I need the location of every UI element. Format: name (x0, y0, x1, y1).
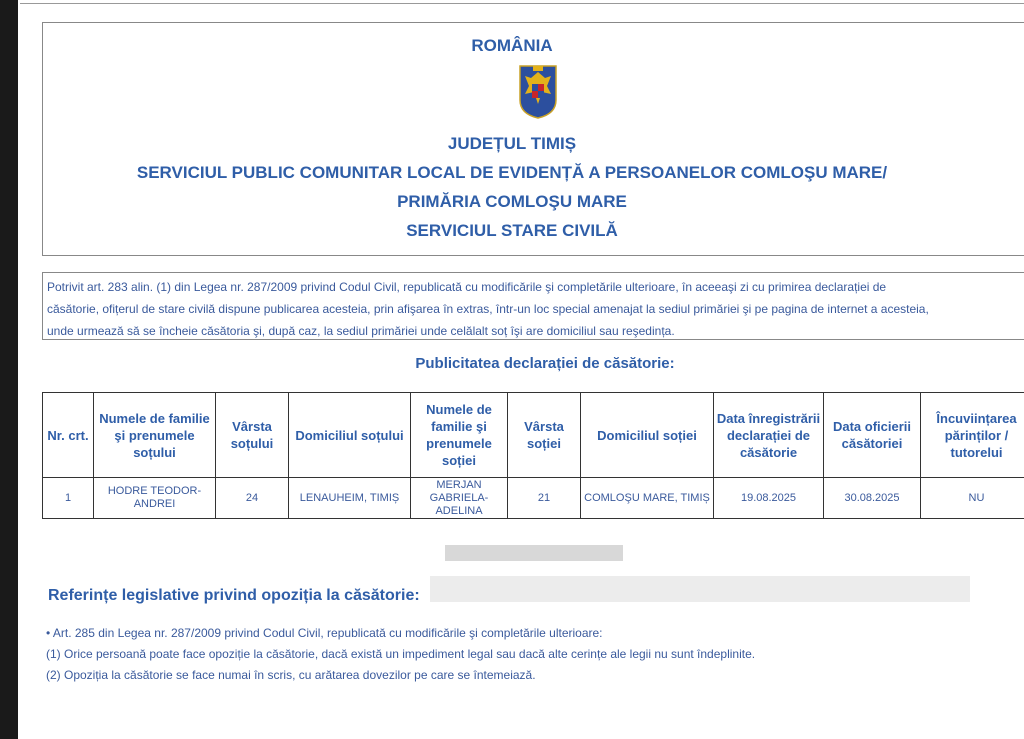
col-header-marriage-date: Data oficierii căsătoriei (824, 393, 921, 478)
county-title: JUDEȚUL TIMIȘ (447, 134, 577, 153)
table-row (43, 478, 1024, 519)
col-header-nr: Nr. crt. (43, 393, 94, 478)
references-bullet: • Art. 285 din Legea nr. 287/2009 privind Codul Civil, republicată cu modificările şi completările ulterioare: (46, 626, 603, 640)
col-header-registration-date: Data înregistrării declarației de căsătorie (714, 393, 824, 478)
marriage-declaration-table (42, 392, 1024, 519)
cell-wife-name: MERJAN GABRIELA-ADELINA (411, 478, 508, 519)
service-title-line1: SERVICIUL PUBLIC COMUNITAR LOCAL DE EVIDENȚĂ A PERSOANELOR COMLOŞU MARE/ (136, 163, 888, 182)
country-name: ROMÂNIA (471, 36, 553, 55)
col-header-wife-address: Domiciliul soției (581, 393, 714, 478)
table-header-row (43, 393, 1024, 478)
col-header-husband-age: Vârsta soțului (216, 393, 289, 478)
cell-husband-address: LENAUHEIM, TIMIȘ (289, 478, 411, 519)
coat-of-arms-icon (518, 64, 558, 120)
cell-marriage-date: 30.08.2025 (824, 478, 921, 519)
cell-nr: 1 (43, 478, 94, 519)
department-title: SERVICIUL STARE CIVILĂ (406, 221, 618, 240)
scan-artifact (430, 576, 970, 602)
references-title: Referințe legislative privind opoziția la căsătorie: (48, 587, 420, 604)
legal-notice-line3: unde urmează să se încheie căsătoria şi, după caz, la sediul primăriei unde celălalt soț îşi are domiciliul sau reşedința. (47, 324, 675, 338)
references-item-2: (2) Opoziția la căsătorie se face numai în scris, cu arătarea dovezilor pe care se întemeiază. (46, 668, 536, 682)
cell-husband-name: HODRE TEODOR-ANDREI (94, 478, 216, 519)
cell-husband-age: 24 (216, 478, 289, 519)
cell-parental-consent: NU (921, 478, 1024, 519)
col-header-husband-address: Domiciliul soțului (289, 393, 411, 478)
col-header-wife-name: Numele de familie şi prenumele soției (411, 393, 508, 478)
service-title-line2: PRIMĂRIA COMLOŞU MARE (397, 192, 627, 211)
section-title: Publicitatea declarației de căsătorie: (415, 355, 675, 372)
legal-notice (42, 272, 1024, 340)
legal-notice-line2: căsătorie, ofițerul de stare civilă dispune publicarea acesteia, prin afişarea în extras, într-un loc special amenajat la sediul primăriei şi pe pagina de internet a acesteia, (47, 302, 929, 316)
cell-wife-age: 21 (508, 478, 581, 519)
col-header-husband-name: Numele de familie şi prenumele soțului (94, 393, 216, 478)
cell-registration-date: 19.08.2025 (714, 478, 824, 519)
legal-notice-line1: Potrivit art. 283 alin. (1) din Legea nr. 287/2009 privind Codul Civil, republicată cu modificările şi completările ulterioare, în aceeaşi zi cu primirea declarației de (47, 280, 887, 294)
references-item-1: (1) Orice persoană poate face opoziție la căsătorie, dacă există un impediment legal sau dacă alte cerințe ale legii nu sunt îndeplinite. (46, 647, 756, 661)
scan-top-edge (20, 3, 1024, 4)
col-header-parental-consent: Încuviințarea părinților / tutorelui (921, 393, 1024, 478)
scan-artifact (445, 545, 623, 561)
cell-wife-address: COMLOŞU MARE, TIMIȘ (581, 478, 714, 519)
col-header-wife-age: Vârsta soției (508, 393, 581, 478)
